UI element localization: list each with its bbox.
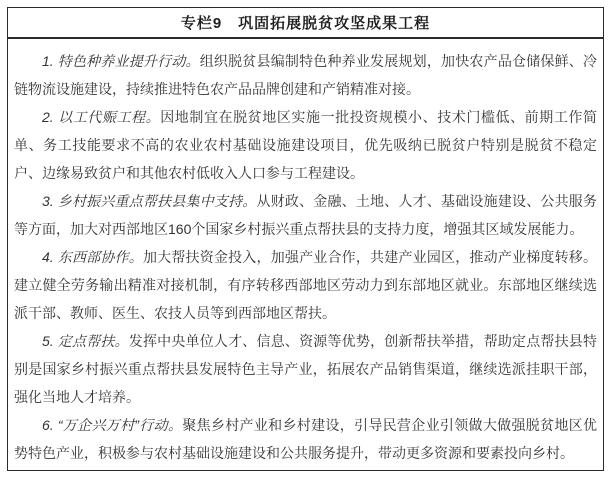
item-lead: 1. 特色种养业提升行动。 [42,53,200,69]
item-lead: 5. 定点帮扶。 [42,333,129,349]
item-body: 聚焦乡村产业和乡村建设，引导民营企业引领做大做强脱贫地区优势特色产业，积极参与农村基础设施建设和公共服务提升，带动更多资源和要素投向乡村。 [14,417,598,461]
list-item [14,103,597,187]
item-lead: 4. 东西部协作。 [42,249,143,265]
list-item [14,47,597,103]
column-box-panel [7,7,604,471]
item-body: 加大帮扶资金投入，加强产业合作，共建产业园区，推动产业梯度转移。建立健全劳务输出精准对接机制，有序转移西部地区劳动力到东部地区就业。东部地区继续选派干部、教师、医生、农技人员等到西部地区帮扶。 [14,249,597,321]
item-body: 因地制宜在脱贫地区实施一批投资规模小、技术门槛低、前期工作简单、务工技能要求不高的农业农村基础设施建设项目，优先吸纳已脱贫户特别是脱贫不稳定户、边缘易致贫户和其他农村低收入人口参与工程建设。 [14,109,597,181]
item-body: 从财政、金融、土地、人才、基础设施建设、公共服务等方面，加大对西部地区160个国家乡村振兴重点帮扶县的支持力度，增强其区域发展能力。 [14,193,597,237]
item-lead: 3. 乡村振兴重点帮扶县集中支持。 [42,193,257,209]
list-item [14,327,597,411]
panel-title: 专栏9 巩固拓展脱贫攻坚成果工程 [8,8,603,39]
item-lead: 2. 以工代赈工程。 [42,109,161,125]
list-item [14,411,597,467]
list-item [14,243,597,327]
panel-body [8,39,603,467]
item-lead: 6. “万企兴万村”行动。 [42,417,183,433]
list-item [14,187,597,243]
item-body: 组织脱贫县编制特色种养业发展规划，加快农产品仓储保鲜、冷链物流设施建设，持续推进特色农产品品牌创建和产销精准对接。 [14,53,597,97]
item-body: 发挥中央单位人才、信息、资源等优势，创新帮扶举措，帮助定点帮扶县特别是国家乡村振兴重点帮扶县发展特色主导产业，拓展农产品销售渠道，继续选派挂职干部，强化当地人才培养。 [14,333,597,405]
